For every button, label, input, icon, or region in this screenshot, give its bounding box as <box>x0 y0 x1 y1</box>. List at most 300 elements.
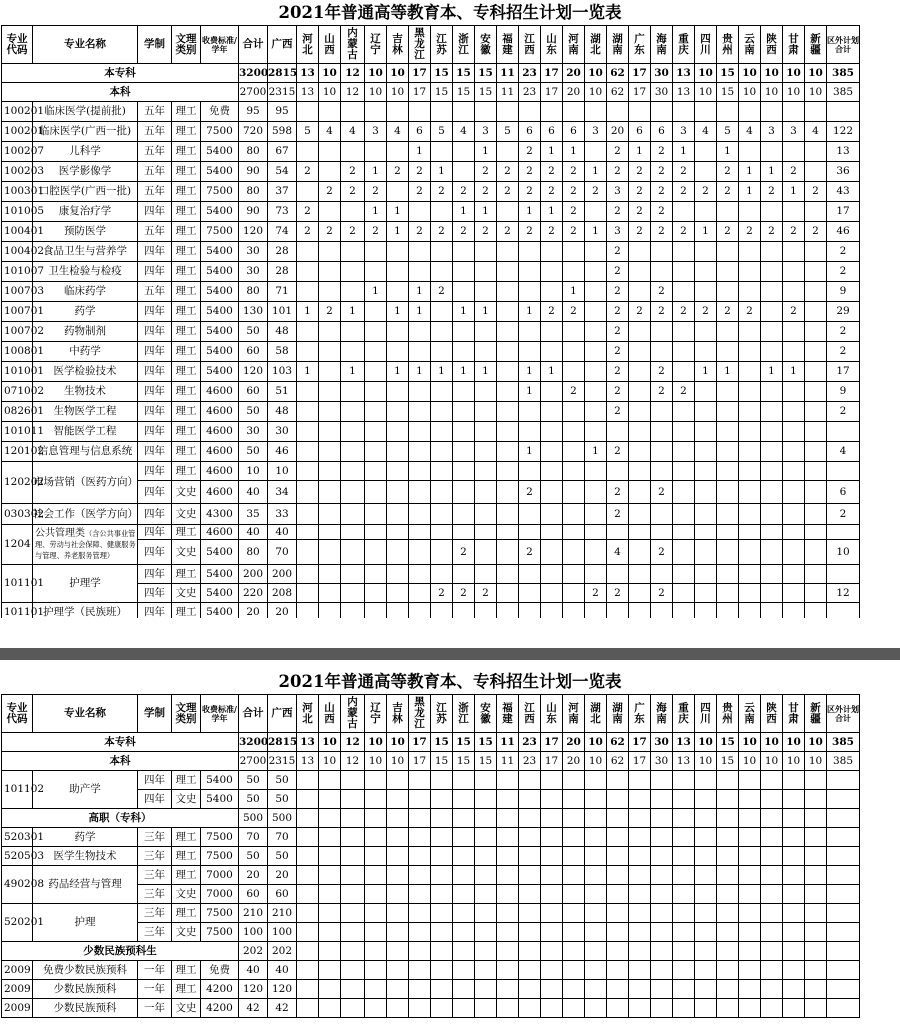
province-value <box>805 790 827 809</box>
province-value <box>341 142 365 162</box>
summary-province-value: 10 <box>761 752 783 771</box>
major-name: 临床医学(广西一批) <box>33 122 138 142</box>
province-value <box>673 362 695 382</box>
province-value: 5 <box>297 122 319 142</box>
province-value: 2 <box>651 362 673 382</box>
province-value: 1 <box>541 362 563 382</box>
major-fee: 5400 <box>201 142 239 162</box>
province-value <box>717 242 739 262</box>
province-value <box>341 866 365 885</box>
province-value <box>297 342 319 362</box>
province-value: 4 <box>387 122 409 142</box>
major-fee: 5400 <box>201 342 239 362</box>
summary-province-value: 15 <box>475 752 497 771</box>
province-value: 2 <box>475 222 497 242</box>
province-value <box>519 242 541 262</box>
province-value <box>475 961 497 980</box>
header-province: 贵 州 <box>717 695 739 733</box>
province-value <box>717 942 739 961</box>
province-value <box>717 504 739 525</box>
province-value <box>519 904 541 923</box>
province-value <box>453 847 475 866</box>
province-value: 2 <box>607 242 629 262</box>
province-value: 1 <box>475 362 497 382</box>
province-value <box>341 885 365 904</box>
major-code: 1204 <box>2 525 33 565</box>
province-value <box>629 809 651 828</box>
major-fee: 7000 <box>201 866 239 885</box>
header-province: 海 南 <box>651 695 673 733</box>
province-value <box>607 866 629 885</box>
province-value <box>651 828 673 847</box>
province-value <box>585 262 607 282</box>
major-name: 预防医学 <box>33 222 138 242</box>
major-years: 三年 <box>138 904 172 923</box>
major-total: 95 <box>239 102 268 122</box>
table-row <box>2 302 860 322</box>
province-value <box>297 828 319 847</box>
major-guangxi: 40 <box>268 961 297 980</box>
major-track: 理工 <box>172 342 201 362</box>
province-value <box>585 402 607 422</box>
province-value <box>387 382 409 402</box>
header-province: 云 南 <box>739 26 761 64</box>
major-outside-total: 122 <box>827 122 860 142</box>
major-years: 四年 <box>138 242 172 262</box>
province-value <box>651 809 673 828</box>
major-outside-total: 2 <box>827 242 860 262</box>
header-fee: 收费标准/学年 <box>201 695 239 733</box>
province-value <box>409 980 431 999</box>
province-value: 1 <box>563 142 585 162</box>
province-value: 1 <box>297 302 319 322</box>
province-value <box>783 584 805 603</box>
province-value <box>387 102 409 122</box>
summary-province-value: 62 <box>607 752 629 771</box>
province-value: 2 <box>651 382 673 402</box>
province-value <box>607 961 629 980</box>
province-value: 2 <box>805 222 827 242</box>
province-value <box>387 242 409 262</box>
province-value: 2 <box>563 302 585 322</box>
province-value <box>783 202 805 222</box>
header-province: 吉 林 <box>387 695 409 733</box>
province-value <box>497 462 519 481</box>
province-value <box>695 999 717 1018</box>
province-value <box>387 481 409 504</box>
province-value <box>453 828 475 847</box>
province-value <box>673 980 695 999</box>
major-track: 理工 <box>172 182 201 202</box>
province-value <box>805 923 827 942</box>
province-value <box>431 442 453 462</box>
province-value: 1 <box>365 162 387 182</box>
header-province: 山 西 <box>319 26 341 64</box>
category-guangxi: 202 <box>268 942 297 961</box>
province-value: 2 <box>563 202 585 222</box>
province-value: 2 <box>761 182 783 202</box>
province-value <box>387 442 409 462</box>
province-value <box>409 422 431 442</box>
province-value <box>453 322 475 342</box>
province-value: 2 <box>673 222 695 242</box>
summary-label: 本专科 <box>2 733 239 752</box>
province-value: 2 <box>563 182 585 202</box>
province-value: 2 <box>673 182 695 202</box>
province-value <box>717 342 739 362</box>
province-value <box>519 422 541 442</box>
province-value <box>341 809 365 828</box>
province-value <box>519 402 541 422</box>
province-value <box>409 961 431 980</box>
major-name: 康复治疗学 <box>33 202 138 222</box>
province-value <box>651 262 673 282</box>
province-value <box>695 481 717 504</box>
province-value <box>453 462 475 481</box>
province-value <box>717 847 739 866</box>
province-value <box>541 771 563 790</box>
province-value: 1 <box>475 202 497 222</box>
major-years: 一年 <box>138 980 172 999</box>
province-value <box>297 481 319 504</box>
province-value <box>365 481 387 504</box>
province-value <box>585 809 607 828</box>
province-value <box>761 504 783 525</box>
major-outside-total: 4 <box>827 442 860 462</box>
province-value <box>607 565 629 584</box>
province-value <box>341 771 365 790</box>
province-value <box>475 828 497 847</box>
major-track: 理工 <box>172 122 201 142</box>
province-value <box>563 923 585 942</box>
province-value <box>607 942 629 961</box>
province-value <box>805 999 827 1018</box>
summary-province-value: 15 <box>453 733 475 752</box>
major-track: 理工 <box>172 847 201 866</box>
summary-total: 3200 <box>239 64 268 83</box>
province-value <box>673 999 695 1018</box>
province-value <box>563 847 585 866</box>
province-value <box>739 847 761 866</box>
province-value <box>563 790 585 809</box>
province-value <box>519 847 541 866</box>
province-value <box>717 262 739 282</box>
major-name: 护理学 <box>33 565 138 603</box>
province-value <box>453 142 475 162</box>
summary-province-value: 30 <box>651 64 673 83</box>
province-value <box>409 481 431 504</box>
province-value: 5 <box>717 122 739 142</box>
province-value: 2 <box>607 142 629 162</box>
province-value <box>297 262 319 282</box>
major-outside-total <box>827 999 860 1018</box>
summary-province-value: 10 <box>319 83 341 102</box>
province-value <box>695 980 717 999</box>
province-value <box>409 202 431 222</box>
province-value <box>761 102 783 122</box>
major-name <box>33 525 138 565</box>
summary-guangxi: 2815 <box>268 64 297 83</box>
province-value <box>387 584 409 603</box>
major-total: 50 <box>239 790 268 809</box>
province-value: 1 <box>431 362 453 382</box>
province-value: 2 <box>563 382 585 402</box>
header-province: 重 庆 <box>673 26 695 64</box>
header-code: 专业代码 <box>2 26 33 64</box>
major-fee: 5400 <box>201 790 239 809</box>
province-value <box>607 847 629 866</box>
province-value <box>695 142 717 162</box>
major-years: 五年 <box>138 282 172 302</box>
province-value <box>585 504 607 525</box>
summary-province-value: 62 <box>607 733 629 752</box>
major-guangxi: 60 <box>268 885 297 904</box>
province-value: 2 <box>541 302 563 322</box>
province-value <box>297 961 319 980</box>
province-value <box>563 942 585 961</box>
province-value <box>629 481 651 504</box>
province-value <box>341 565 365 584</box>
province-value <box>585 790 607 809</box>
summary-province-value: 15 <box>453 83 475 102</box>
province-value <box>783 322 805 342</box>
table-row <box>2 809 860 828</box>
province-value: 1 <box>761 162 783 182</box>
province-value <box>739 809 761 828</box>
province-value <box>673 462 695 481</box>
province-value <box>297 885 319 904</box>
province-value <box>431 302 453 322</box>
header-outside-total: 区外计划合计 <box>827 26 860 64</box>
province-value <box>717 481 739 504</box>
province-value <box>497 142 519 162</box>
province-value: 4 <box>739 122 761 142</box>
province-value <box>717 923 739 942</box>
table-row <box>2 64 860 83</box>
province-value <box>409 866 431 885</box>
summary-province-value: 11 <box>497 752 519 771</box>
header-province: 重 庆 <box>673 695 695 733</box>
province-value <box>341 584 365 603</box>
province-value <box>453 885 475 904</box>
province-value <box>387 809 409 828</box>
major-outside-total: 17 <box>827 202 860 222</box>
province-value <box>805 302 827 322</box>
province-value: 2 <box>585 182 607 202</box>
province-value <box>629 462 651 481</box>
province-value <box>409 828 431 847</box>
province-value <box>563 866 585 885</box>
major-code: 100201 <box>2 122 33 142</box>
province-value: 2 <box>651 302 673 322</box>
major-outside-total: 9 <box>827 282 860 302</box>
province-value <box>341 999 365 1018</box>
enrollment-table-2 <box>1 694 860 1018</box>
summary-province-value: 15 <box>431 733 453 752</box>
province-value <box>409 885 431 904</box>
province-value <box>319 202 341 222</box>
summary-province-value: 15 <box>431 64 453 83</box>
province-value <box>497 282 519 302</box>
major-name: 卫生检验与检疫 <box>33 262 138 282</box>
major-code: 101007 <box>2 262 33 282</box>
major-outside-total: 2 <box>827 262 860 282</box>
major-code: 100702 <box>2 322 33 342</box>
province-value <box>717 402 739 422</box>
province-value <box>805 504 827 525</box>
header-guangxi: 广西 <box>268 695 297 733</box>
province-value <box>805 885 827 904</box>
major-fee: 4600 <box>201 481 239 504</box>
major-code: 100701 <box>2 302 33 322</box>
province-value <box>365 866 387 885</box>
province-value: 2 <box>409 222 431 242</box>
province-value <box>805 942 827 961</box>
major-guangxi: 103 <box>268 362 297 382</box>
province-value: 2 <box>431 584 453 603</box>
major-name: 生物技术 <box>33 382 138 402</box>
header-province: 山 东 <box>541 695 563 733</box>
province-value <box>541 282 563 302</box>
province-value <box>695 565 717 584</box>
province-value <box>761 923 783 942</box>
province-value <box>629 999 651 1018</box>
province-value <box>805 525 827 540</box>
major-track: 理工 <box>172 603 201 622</box>
province-value: 2 <box>607 442 629 462</box>
summary-province-value: 10 <box>319 733 341 752</box>
summary-province-value: 15 <box>717 83 739 102</box>
province-value <box>341 382 365 402</box>
province-value <box>717 961 739 980</box>
province-value <box>739 202 761 222</box>
summary-province-value: 10 <box>761 733 783 752</box>
major-outside-total: 2 <box>827 322 860 342</box>
province-value <box>717 540 739 565</box>
header-province: 辽 宁 <box>365 695 387 733</box>
major-code: 100207 <box>2 142 33 162</box>
major-guangxi: 74 <box>268 222 297 242</box>
province-value <box>739 525 761 540</box>
province-value <box>365 382 387 402</box>
province-value <box>739 481 761 504</box>
province-value: 2 <box>651 282 673 302</box>
summary-province-value: 15 <box>453 64 475 83</box>
province-value: 1 <box>673 142 695 162</box>
province-value: 2 <box>673 302 695 322</box>
province-value <box>783 142 805 162</box>
major-outside-total: 9 <box>827 382 860 402</box>
province-value <box>673 525 695 540</box>
summary-province-value: 10 <box>585 83 607 102</box>
header-province: 安 徽 <box>475 695 497 733</box>
province-value <box>585 422 607 442</box>
summary-province-value: 13 <box>297 733 319 752</box>
province-value <box>341 961 365 980</box>
province-value <box>761 142 783 162</box>
province-value: 1 <box>519 382 541 402</box>
province-value <box>695 885 717 904</box>
province-value <box>409 442 431 462</box>
summary-province-value: 17 <box>629 752 651 771</box>
province-value <box>453 442 475 462</box>
province-value: 2 <box>629 222 651 242</box>
summary-label: 本科 <box>2 752 239 771</box>
province-value <box>805 162 827 182</box>
province-value <box>563 565 585 584</box>
major-outside-total <box>827 904 860 923</box>
major-name: 护理学（民族班） <box>33 603 138 622</box>
header-province: 辽 宁 <box>365 26 387 64</box>
major-track: 理工 <box>172 980 201 999</box>
major-guangxi: 28 <box>268 262 297 282</box>
province-value <box>497 923 519 942</box>
major-name: 护理 <box>33 904 138 942</box>
major-name: 智能医学工程 <box>33 422 138 442</box>
province-value: 4 <box>319 122 341 142</box>
province-value <box>319 442 341 462</box>
major-total: 80 <box>239 282 268 302</box>
province-value <box>297 866 319 885</box>
province-value: 4 <box>453 122 475 142</box>
province-value <box>475 481 497 504</box>
province-value <box>805 322 827 342</box>
province-value <box>365 142 387 162</box>
province-value <box>453 771 475 790</box>
major-track: 文史 <box>172 923 201 942</box>
major-total: 30 <box>239 262 268 282</box>
province-value <box>365 961 387 980</box>
major-guangxi: 95 <box>268 102 297 122</box>
header-province: 甘 肃 <box>783 695 805 733</box>
province-value <box>297 182 319 202</box>
header-province: 河 南 <box>563 695 585 733</box>
province-value <box>805 866 827 885</box>
major-fee: 5400 <box>201 540 239 565</box>
province-value: 2 <box>651 182 673 202</box>
province-value <box>783 462 805 481</box>
province-value <box>783 565 805 584</box>
major-years: 四年 <box>138 402 172 422</box>
province-value <box>519 866 541 885</box>
major-track: 理工 <box>172 382 201 402</box>
province-value <box>453 162 475 182</box>
province-value <box>585 771 607 790</box>
major-years: 五年 <box>138 162 172 182</box>
province-value <box>409 999 431 1018</box>
province-value <box>651 904 673 923</box>
province-value <box>607 923 629 942</box>
major-outside-total: 29 <box>827 302 860 322</box>
major-total: 130 <box>239 302 268 322</box>
province-value <box>695 866 717 885</box>
major-fee: 5400 <box>201 322 239 342</box>
province-value <box>629 504 651 525</box>
summary-province-value: 13 <box>297 752 319 771</box>
province-value: 2 <box>629 202 651 222</box>
province-value: 1 <box>365 202 387 222</box>
province-value: 1 <box>409 362 431 382</box>
province-value <box>541 462 563 481</box>
province-value <box>695 102 717 122</box>
province-value: 20 <box>607 122 629 142</box>
province-value: 6 <box>563 122 585 142</box>
province-value <box>783 980 805 999</box>
province-value <box>761 866 783 885</box>
province-value <box>297 942 319 961</box>
province-value: 4 <box>607 540 629 565</box>
table-row <box>2 942 860 961</box>
